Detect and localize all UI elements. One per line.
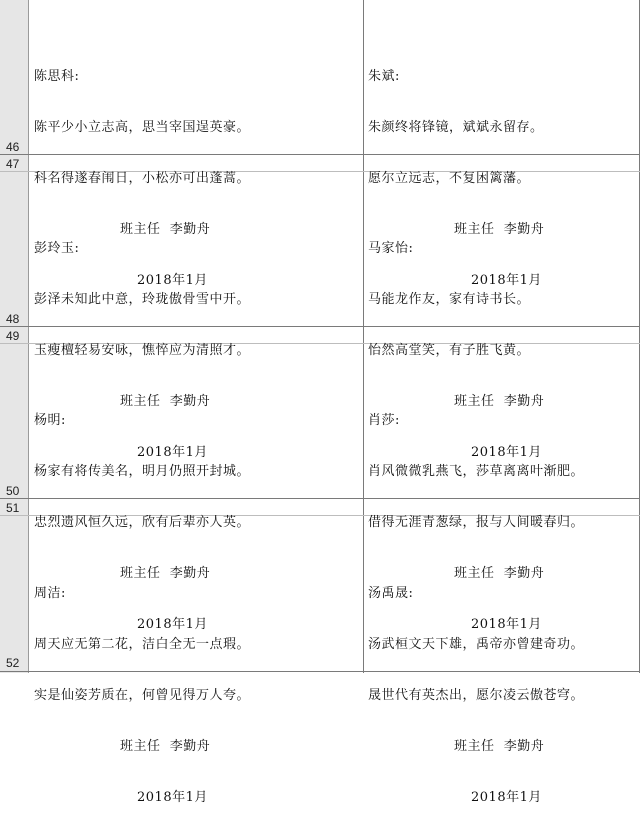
row-number-51[interactable]: 51 bbox=[6, 501, 20, 515]
teacher-signature: 班主任 李勤舟 bbox=[454, 566, 545, 581]
poem-line-1: 陈平少小立志高，思当宰国逞英豪。 bbox=[34, 120, 251, 135]
date-label: 2018年1月 bbox=[471, 617, 542, 632]
teacher-signature: 班主任 李勤舟 bbox=[120, 222, 211, 237]
teacher-signature: 班主任 李勤舟 bbox=[454, 222, 545, 237]
poem-line-2: 怡然高堂笑，有子胜飞黄。 bbox=[368, 343, 531, 358]
row-number-48[interactable]: 48 bbox=[6, 312, 20, 326]
poem-cell[interactable] bbox=[34, 551, 250, 840]
student-name: 马家怡: bbox=[368, 241, 414, 256]
poem-line-1: 彭泽未知此中意，玲珑傲骨雪中开。 bbox=[34, 292, 251, 307]
poem-cell[interactable] bbox=[368, 551, 584, 840]
student-name: 彭玲玉: bbox=[34, 241, 80, 256]
poem-line-1: 朱颜终将锋镜，斌斌永留存。 bbox=[368, 120, 544, 135]
student-name: 朱斌: bbox=[368, 69, 400, 84]
teacher-signature: 班主任 李勤舟 bbox=[120, 739, 211, 754]
row-number-49[interactable]: 49 bbox=[6, 329, 20, 343]
poem-line-2: 实是仙姿芳质在，何曾见得万人夸。 bbox=[34, 688, 251, 703]
teacher-signature: 班主任 李勤舟 bbox=[120, 566, 211, 581]
row-number-47[interactable]: 47 bbox=[6, 157, 20, 171]
teacher-signature: 班主任 李勤舟 bbox=[454, 394, 545, 409]
poem-line-2: 借得无涯青葱绿，报与人间暖春归。 bbox=[368, 515, 585, 530]
date-label: 2018年1月 bbox=[471, 790, 542, 805]
date-label: 2018年1月 bbox=[471, 445, 542, 460]
student-name: 肖莎: bbox=[368, 413, 400, 428]
date-label: 2018年1月 bbox=[137, 445, 208, 460]
poem-line-2: 忠烈遗风恒久远，欣有后辈亦人英。 bbox=[34, 515, 251, 530]
student-name: 汤禹晟: bbox=[368, 586, 414, 601]
student-name: 周洁: bbox=[34, 586, 66, 601]
row-number-46[interactable]: 46 bbox=[6, 140, 20, 154]
student-name: 陈思科: bbox=[34, 69, 80, 84]
poem-line-1: 马能龙作友，家有诗书长。 bbox=[368, 292, 531, 307]
column-divider bbox=[363, 0, 364, 673]
date-label: 2018年1月 bbox=[137, 617, 208, 632]
teacher-signature: 班主任 李勤舟 bbox=[454, 739, 545, 754]
row-number-52[interactable]: 52 bbox=[6, 656, 20, 670]
poem-line-2: 晟世代有英杰出，愿尔凌云傲苍穹。 bbox=[368, 688, 585, 703]
date-label: 2018年1月 bbox=[471, 273, 542, 288]
teacher-signature: 班主任 李勤舟 bbox=[120, 394, 211, 409]
poem-line-1: 肖风微微乳燕飞，莎草离离叶渐肥。 bbox=[368, 464, 585, 479]
poem-line-2: 愿尔立远志，不复困篱藩。 bbox=[368, 171, 531, 186]
date-label: 2018年1月 bbox=[137, 273, 208, 288]
row-number-50[interactable]: 50 bbox=[6, 484, 20, 498]
student-name: 杨明: bbox=[34, 413, 66, 428]
poem-line-1: 周天应无第二花，洁白全无一点瑕。 bbox=[34, 637, 251, 652]
poem-line-2: 科名得遂春闱日，小松亦可出蓬蒿。 bbox=[34, 171, 251, 186]
date-label: 2018年1月 bbox=[137, 790, 208, 805]
poem-line-1: 杨家有将传美名，明月仍照开封城。 bbox=[34, 464, 251, 479]
poem-line-2: 玉瘦檀轻易安咏，憔悴应为清照才。 bbox=[34, 343, 251, 358]
poem-line-1: 汤武桓文天下雄，禹帝亦曾建奇功。 bbox=[368, 637, 585, 652]
